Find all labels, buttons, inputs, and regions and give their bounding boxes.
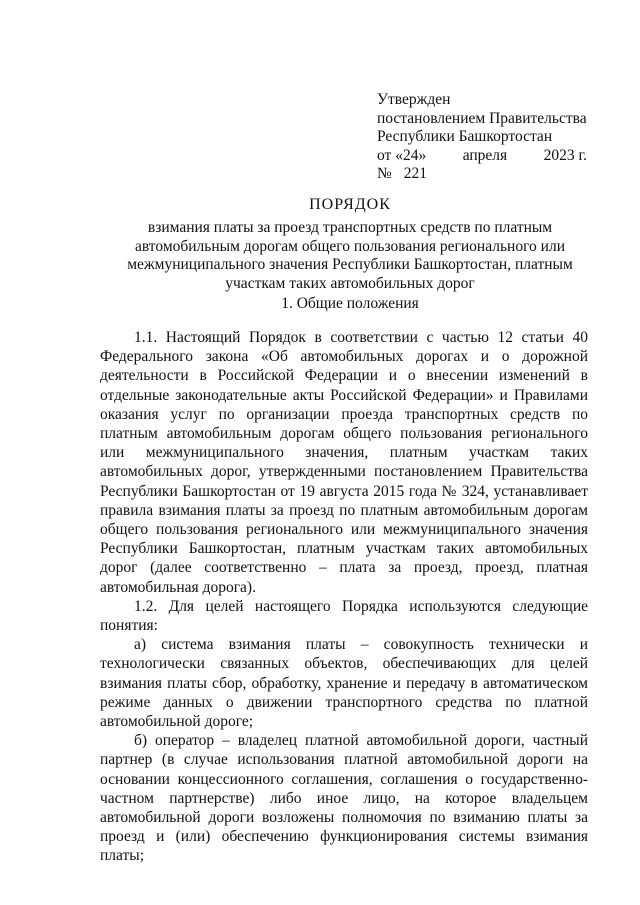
approval-number-value: 221 — [403, 165, 428, 182]
approval-line: Республики Башкортостан — [377, 128, 553, 145]
document-subtitle: взимания платы за проезд транспортных средств по платным автомобильным дорогам общего пользования регионального или межмуниципального значения Республики Башкортостан, платным участкам таких автомобильных дорог — [127, 219, 573, 292]
paragraph: 1.1. Настоящий Порядок в соответствии с частью 12 статьи 40 Федерального закона «Об автомобильных дорогах и о дорожной деятельности в Российской Федерации и о внесении изменений в отдельные законодательные акты Российской Федерации» и Правилами оказания услуг по организации проезда транспортных средств по платным автомобильным дорогам общего пользования регионального или межмуниципального значения, платным участкам таких автомобильных дорог, утвержденными постановлением Правительства Республики Башкортостан от 19 августа 2015 года № 324, устанавливает правила взимания платы за проезд по платным автомобильным дорогам общего пользования регионального или межмуниципального значения Республики Башкортостан, платным участкам таких автомобильных дорог (далее соответственно – плата за проезд, проезд, платная автомобильная дорога). — [100, 329, 588, 596]
approval-block — [377, 91, 612, 184]
paragraph: 1.2. Для целей настоящего Порядка используются следующие понятия: — [100, 597, 588, 635]
section-heading: 1. Общие положения — [281, 295, 419, 312]
approval-date-month: апреля — [462, 146, 508, 164]
approval-date-year: 2023 г. — [543, 146, 587, 164]
approval-number-sign: № — [377, 165, 392, 182]
document-body — [100, 328, 588, 866]
paragraph: а) система взимания платы – совокупность технически и технологически связанных объектов, обеспечивающих для целей взимания платы сбор, обработку, хранение и передачу в автоматическом режиме данных о движении транспортного средства по платной автомобильной дороге; — [100, 636, 588, 731]
paragraph: б) оператор – владелец платной автомобильной дороги, частный партнер (в случае использования платной автомобильной дороги на основании концессионного соглашения, соглашения о государственно-частном партнерстве) либо иное лицо, на которое владельцем автомобильной дороги возложены полномочия по взиманию платы за проезд и (или) обеспечению функционирования системы взимания платы; — [100, 732, 588, 865]
title-block — [100, 195, 600, 293]
approval-line: постановлением Правительства — [377, 109, 587, 127]
approval-heading: Утвержден — [377, 91, 451, 108]
approval-date-day: от «24» — [377, 146, 427, 164]
document-title: ПОРЯДОК — [309, 196, 391, 213]
approval-number — [377, 165, 612, 184]
approval-date — [377, 147, 587, 166]
